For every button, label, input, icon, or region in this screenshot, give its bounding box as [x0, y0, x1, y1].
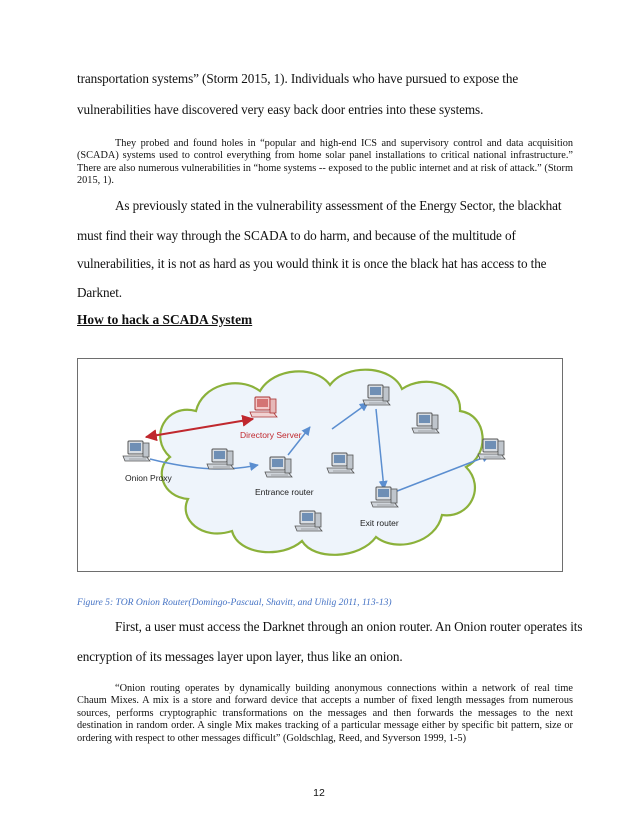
paragraph-line: Darknet. — [77, 285, 122, 300]
onion-proxy-label: Onion Proxy — [125, 473, 172, 483]
block-quote-text: They probed and found holes in “popular and high-end ICS and supervisory control and data acquisition (SCADA) systems used to control everything from home solar panel installations to critical national infrastructure.” There are also numerous vulnerabilities in “home systems -- exposed to the public internet and at risk of attack.” (Storm 2015, 1). — [77, 138, 573, 187]
figure-caption: Figure 5: TOR Onion Router(Domingo-Pascual, Shavitt, and Uhlig 2011, 113-13) — [77, 597, 392, 608]
directory-server-label: Directory Server — [240, 430, 302, 440]
tor-diagram — [78, 359, 562, 571]
entrance-router-label: Entrance router — [255, 487, 314, 497]
block-quote-1 — [77, 138, 573, 188]
paragraph-line: encryption of its messages layer upon layer, thus like an onion. — [77, 649, 403, 664]
paragraph-line: vulnerabilities, it is not as hard as you would think it is once the black hat has access to the — [77, 256, 547, 271]
onion-proxy-computer-icon — [123, 441, 150, 461]
paragraph-line: must find their way through the SCADA to do harm, and because of the multitude of — [77, 228, 516, 243]
paragraph-line: transportation systems” (Storm 2015, 1). Individuals who have pursued to expose the — [77, 71, 519, 86]
network-cloud — [160, 370, 482, 555]
exit-router-label: Exit router — [360, 518, 399, 528]
block-quote-2 — [77, 683, 573, 745]
paragraph-line: vulnerabilities have discovered very easy back door entries into these systems. — [77, 102, 484, 117]
paragraph-line: As previously stated in the vulnerability assessment of the Energy Sector, the blackhat — [115, 198, 562, 213]
page-number: 12 — [313, 787, 325, 799]
section-heading: How to hack a SCADA System — [77, 312, 253, 327]
block-quote-text: “Onion routing operates by dynamically building anonymous connections within a network of real time Chaum Mixes. A mix is a store and forward device that accepts a number of fixed length messages from numerous sources, performs cryptographic transformations on the messages and then forwards the messages to the next destination in random order. A single Mix makes tracking of a particular message either by specific bit pattern, size or ordering with respect to other messages difficult” (Goldschlag, Reed, and Syverson 1999, 1-5) — [77, 683, 573, 744]
paragraph-line: First, a user must access the Darknet through an onion router. An Onion router operates its — [115, 619, 583, 634]
tor-onion-router-figure — [77, 358, 563, 572]
